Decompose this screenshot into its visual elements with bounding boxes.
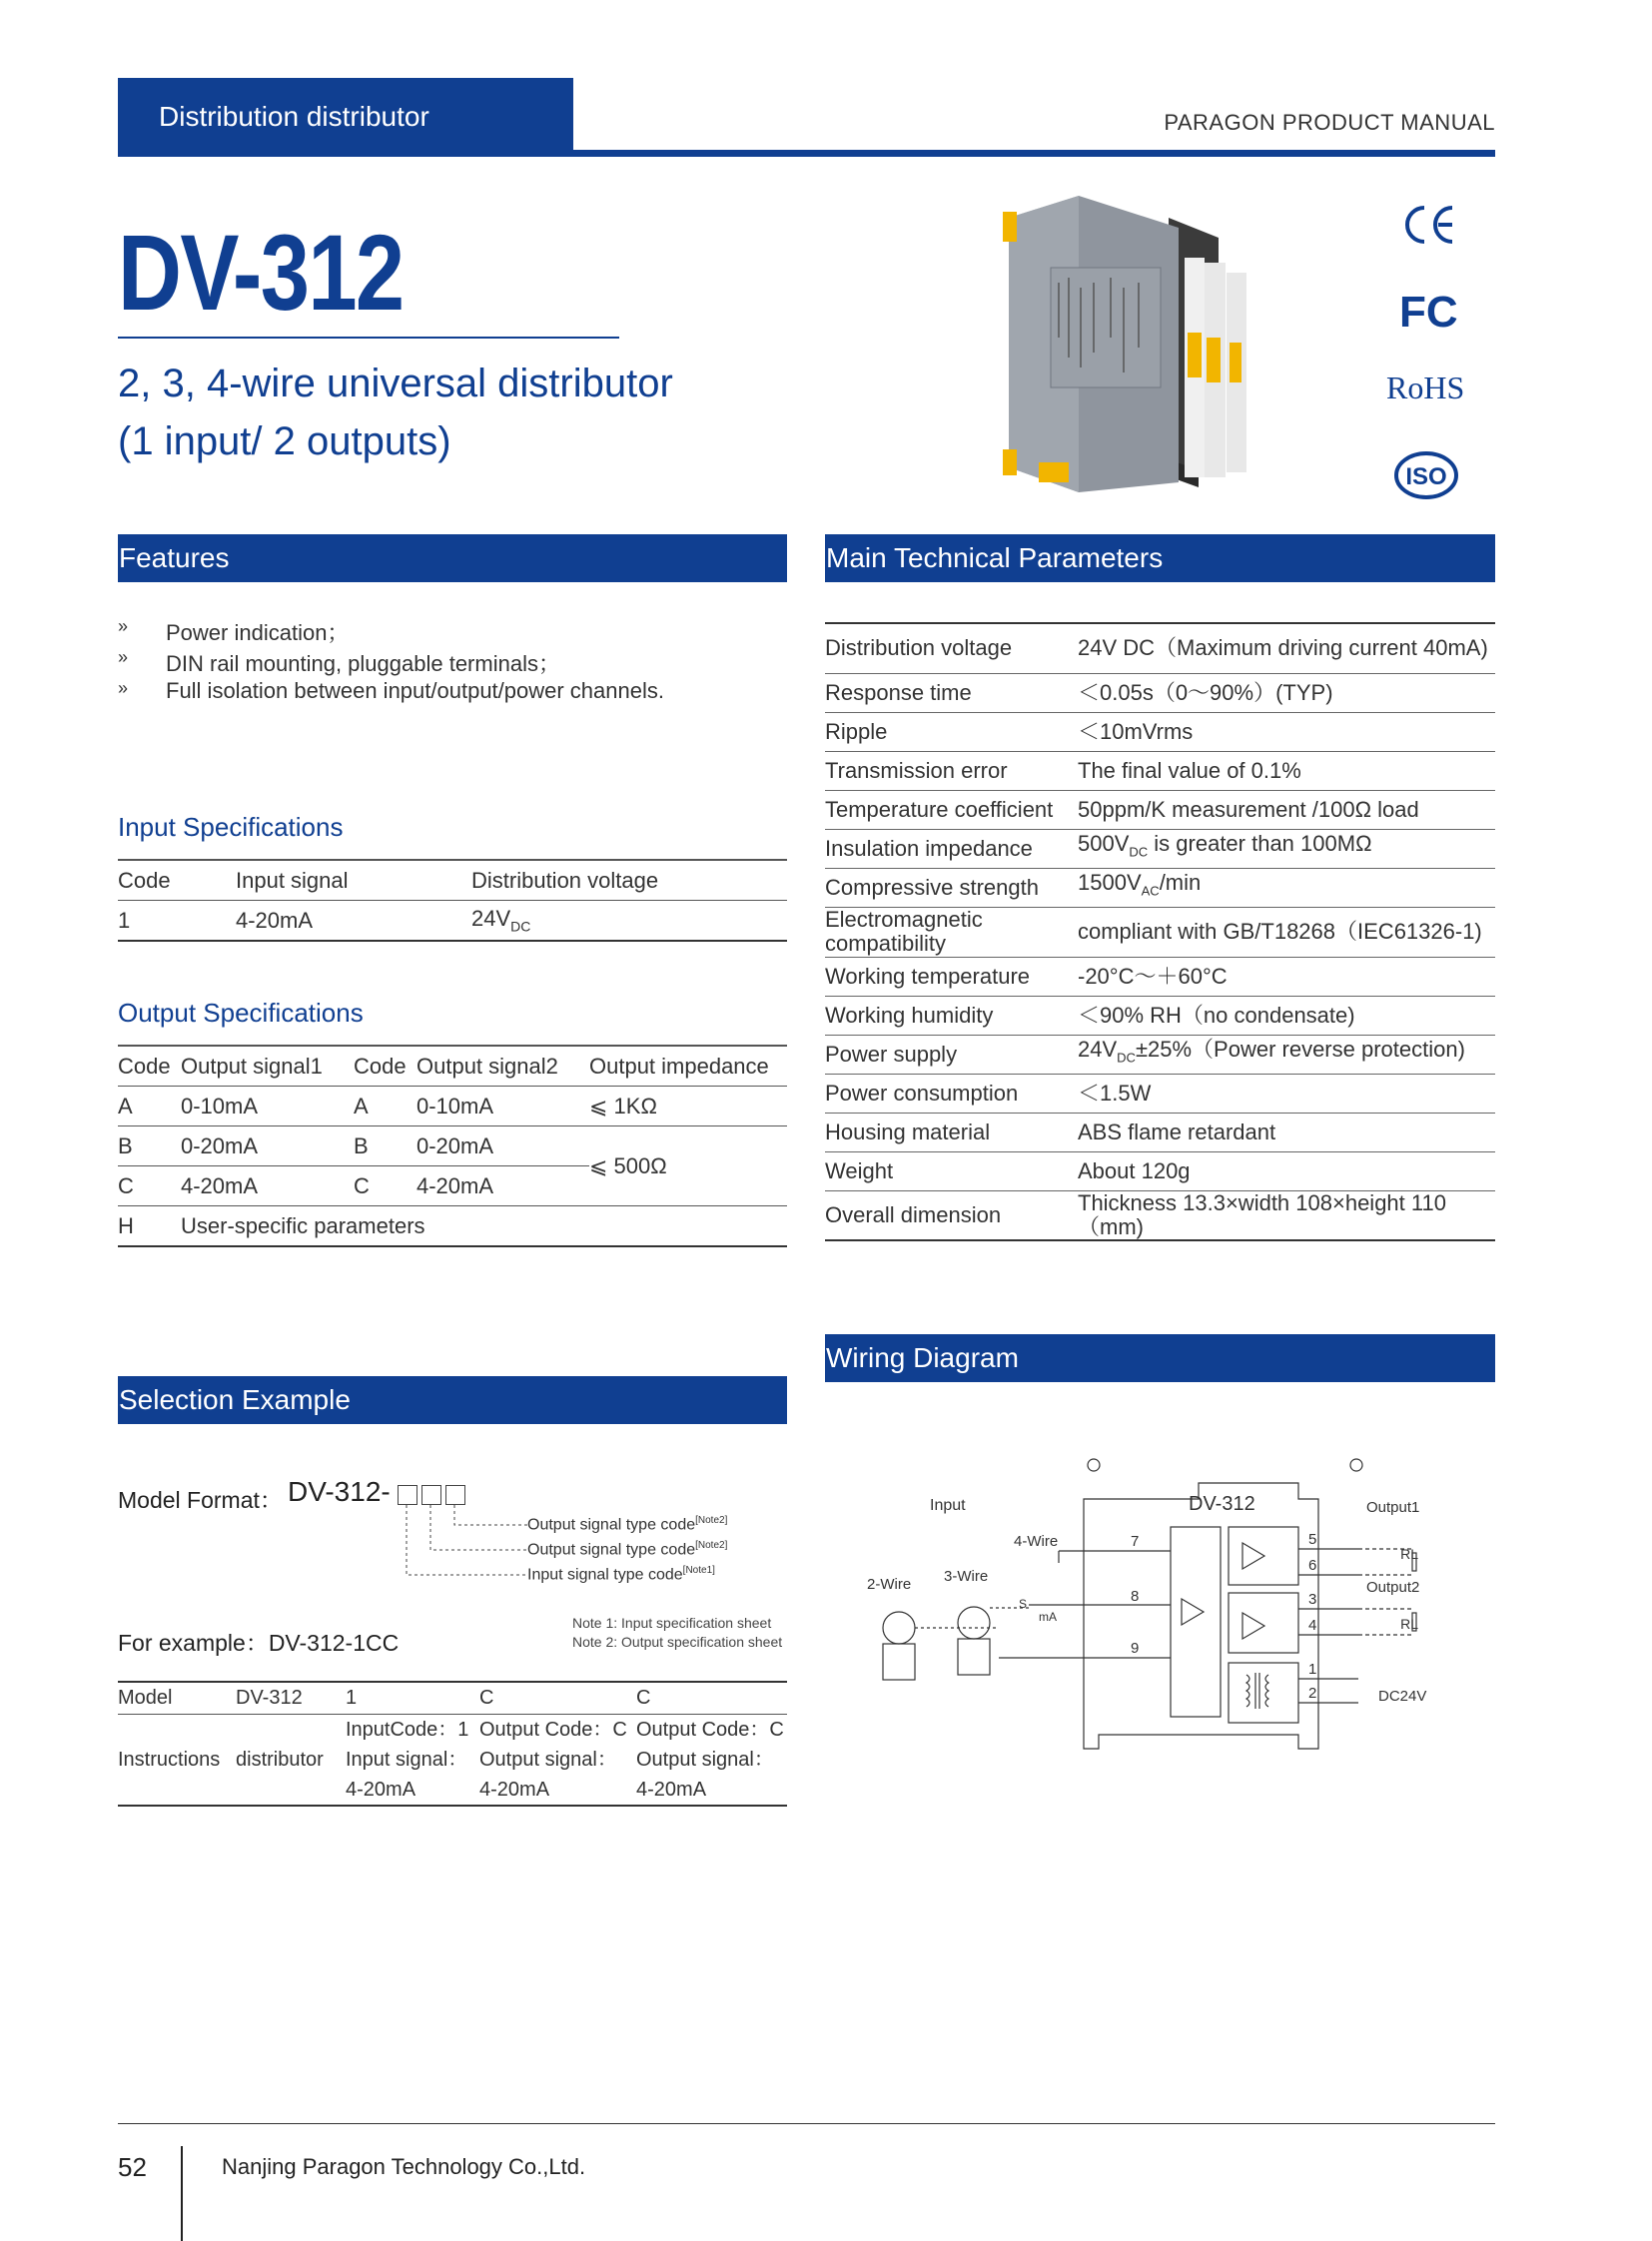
list-item bbox=[118, 678, 664, 709]
param-value bbox=[1078, 829, 1495, 868]
param-value bbox=[1078, 673, 1495, 712]
footer-divider bbox=[181, 2146, 183, 2241]
param-row bbox=[825, 751, 1495, 790]
value-text: 500V bbox=[1078, 831, 1130, 857]
note-sup: [Note2] bbox=[695, 1515, 728, 1526]
header-cell: Code bbox=[354, 1053, 407, 1079]
value-text: ＜0.05s（0～90%）(TYP) bbox=[1078, 679, 1333, 705]
note2: Note 2: Output specification sheet bbox=[572, 1634, 783, 1650]
company-name: Nanjing Paragon Technology Co.,Ltd. bbox=[222, 2154, 586, 2179]
product-image bbox=[999, 188, 1288, 497]
cell: C bbox=[118, 1172, 134, 1198]
output1-label: Output1 bbox=[1366, 1499, 1420, 1516]
selection-header bbox=[118, 1376, 787, 1424]
header-cell: Input signal bbox=[236, 867, 349, 893]
code-box bbox=[421, 1485, 441, 1505]
output2-label: Output2 bbox=[1366, 1579, 1420, 1596]
param-key: Ripple bbox=[825, 718, 888, 744]
category-tab bbox=[118, 78, 573, 156]
cell: DV-312 bbox=[236, 1687, 303, 1709]
param-key: Overall dimension bbox=[825, 1201, 1002, 1227]
param-value bbox=[1078, 712, 1495, 751]
param-value bbox=[1078, 957, 1495, 996]
line: Output signal： bbox=[479, 1748, 617, 1771]
cell: 1 bbox=[118, 907, 131, 933]
wiring-title: Wiring Diagram bbox=[826, 1342, 1019, 1373]
terminal-label: 3 bbox=[1308, 1591, 1317, 1608]
line: 4-20mA bbox=[479, 1778, 550, 1801]
selection-table bbox=[118, 1681, 787, 1807]
three-wire-label: 3-Wire bbox=[944, 1568, 989, 1585]
terminal-label: 9 bbox=[1131, 1640, 1140, 1657]
param-value bbox=[1078, 751, 1495, 790]
cell: B bbox=[118, 1132, 133, 1158]
unit-sub: DC bbox=[1129, 844, 1149, 860]
model-rule bbox=[118, 337, 619, 339]
terminal-label: 5 bbox=[1308, 1531, 1317, 1548]
param-key: Weight bbox=[825, 1157, 894, 1183]
ce-mark-icon bbox=[1400, 200, 1460, 261]
footer-rule bbox=[118, 2123, 1495, 2124]
code-leader-lines bbox=[398, 1505, 527, 1585]
note-text: Input signal type code bbox=[527, 1566, 683, 1584]
cell: 4-20mA bbox=[236, 907, 314, 933]
dc24v-label: DC24V bbox=[1378, 1688, 1427, 1705]
param-key: Transmission error bbox=[825, 757, 1008, 783]
value-text: ABS flame retardant bbox=[1078, 1119, 1276, 1144]
cell: A bbox=[118, 1093, 133, 1119]
value-text: The final value of 0.1% bbox=[1078, 757, 1301, 783]
cell: 4-20mA bbox=[181, 1172, 259, 1198]
bullet: » bbox=[118, 678, 129, 698]
cell: C bbox=[354, 1172, 370, 1198]
cell: ⩽ 500Ω bbox=[589, 1126, 787, 1206]
selection-title: Selection Example bbox=[119, 1384, 351, 1415]
module-stack bbox=[1003, 196, 1246, 492]
product-subtitle bbox=[118, 355, 673, 470]
note-text: Output signal type code bbox=[527, 1541, 696, 1559]
value-text: is greater than 100MΩ bbox=[1148, 831, 1372, 857]
value-text: 24V bbox=[1078, 1037, 1118, 1063]
unit-sub: AC bbox=[1141, 883, 1160, 899]
input-spec-table bbox=[118, 859, 787, 942]
cell bbox=[471, 901, 787, 942]
param-row bbox=[825, 1190, 1495, 1240]
line: InputCode：1 bbox=[346, 1718, 469, 1741]
manual-title: PARAGON PRODUCT MANUAL bbox=[1164, 110, 1495, 135]
param-row bbox=[825, 996, 1495, 1035]
cell: 0-10mA bbox=[181, 1093, 259, 1119]
cell: 0-20mA bbox=[181, 1132, 259, 1158]
subtitle-line2: (1 input/ 2 outputs) bbox=[118, 419, 451, 463]
param-value bbox=[1078, 868, 1495, 907]
features-list bbox=[118, 616, 664, 709]
param-value bbox=[1078, 1035, 1495, 1074]
note-text: Output signal type code bbox=[527, 1516, 696, 1534]
cell: 0-10mA bbox=[416, 1093, 494, 1119]
model-format-label: Model Format： bbox=[118, 1487, 283, 1513]
value-text: 50ppm/K measurement /100Ω load bbox=[1078, 796, 1419, 822]
param-value bbox=[1078, 1190, 1495, 1240]
bullet: » bbox=[118, 647, 129, 667]
features-header bbox=[118, 534, 787, 582]
cell: ⩽ 1KΩ bbox=[589, 1093, 657, 1119]
header-cell: Code bbox=[118, 1053, 171, 1079]
table-row bbox=[118, 1206, 787, 1247]
param-row bbox=[825, 790, 1495, 829]
param-key: Working temperature bbox=[825, 963, 1031, 989]
line: 4-20mA bbox=[346, 1778, 416, 1801]
param-value bbox=[1078, 907, 1495, 957]
cell: C bbox=[636, 1687, 651, 1709]
example-label: For example：DV-312-1CC bbox=[118, 1630, 400, 1656]
line: Output Code：C bbox=[636, 1718, 784, 1741]
line: Output signal： bbox=[636, 1748, 774, 1771]
value-text: /min bbox=[1159, 870, 1202, 896]
wiring-header bbox=[825, 1334, 1495, 1382]
cell bbox=[636, 1714, 787, 1806]
s-label: S bbox=[1019, 1597, 1028, 1611]
cell: Model bbox=[118, 1687, 173, 1709]
param-value bbox=[1078, 1113, 1495, 1151]
list-item bbox=[118, 616, 664, 647]
note1: Note 1: Input specification sheet bbox=[572, 1615, 772, 1631]
output-spec-table bbox=[118, 1045, 787, 1247]
value-text: compliant with GB/T18268（IEC61326-1) bbox=[1078, 919, 1482, 944]
terminal-label: 1 bbox=[1308, 1661, 1317, 1678]
value-text: 1500V bbox=[1078, 870, 1142, 896]
cell: distributor bbox=[236, 1748, 324, 1771]
table-header-row bbox=[118, 860, 787, 901]
table-row bbox=[118, 1714, 787, 1806]
code-box bbox=[445, 1485, 465, 1505]
value-text: -20°C～＋60°C bbox=[1078, 963, 1228, 989]
code-box bbox=[398, 1485, 417, 1505]
feature-text: Power indication； bbox=[166, 620, 350, 645]
param-row bbox=[825, 829, 1495, 868]
module-label: DV-312 bbox=[1189, 1493, 1255, 1515]
note-sup: [Note2] bbox=[695, 1540, 728, 1551]
line: 4-20mA bbox=[636, 1778, 707, 1801]
param-row bbox=[825, 1151, 1495, 1190]
param-key: Power supply bbox=[825, 1041, 958, 1067]
param-row bbox=[825, 623, 1495, 673]
param-key: Working humidity bbox=[825, 1002, 994, 1028]
two-wire-label: 2-Wire bbox=[867, 1576, 912, 1593]
iso-mark-icon bbox=[1392, 449, 1460, 506]
value-text: Thickness 13.3×width 108×height 110（mm) bbox=[1078, 1189, 1446, 1239]
header-rule bbox=[118, 150, 1495, 157]
features-title: Features bbox=[119, 542, 230, 573]
param-value bbox=[1078, 996, 1495, 1035]
header-cell: Distribution voltage bbox=[471, 867, 659, 893]
cell bbox=[346, 1714, 479, 1806]
four-wire-label: 4-Wire bbox=[1014, 1533, 1059, 1550]
cell: B bbox=[354, 1132, 369, 1158]
header-cell: Output impedance bbox=[589, 1053, 769, 1079]
unit-sub: DC bbox=[1117, 1050, 1136, 1066]
rl1-label: RL bbox=[1400, 1546, 1418, 1562]
line: Output Code：C bbox=[479, 1718, 627, 1741]
code-note bbox=[527, 1565, 715, 1584]
value-text: 24V DC（Maximum driving current 40mA) bbox=[1078, 635, 1488, 661]
terminal-label: 2 bbox=[1308, 1685, 1317, 1702]
cell: A bbox=[354, 1093, 369, 1119]
param-key: Response time bbox=[825, 679, 972, 705]
terminal-label: 7 bbox=[1131, 1533, 1140, 1550]
output-spec-title: Output Specifications bbox=[118, 998, 364, 1028]
value: 24V bbox=[471, 906, 511, 932]
cell: User-specific parameters bbox=[181, 1212, 425, 1238]
param-key: Temperature coefficient bbox=[825, 796, 1054, 822]
params-title: Main Technical Parameters bbox=[826, 542, 1164, 573]
unit-sub: DC bbox=[510, 918, 531, 935]
param-value bbox=[1078, 1074, 1495, 1113]
terminal-label: 8 bbox=[1131, 1588, 1140, 1605]
line: Input signal： bbox=[346, 1748, 468, 1771]
param-row bbox=[825, 907, 1495, 957]
param-value bbox=[1078, 623, 1495, 673]
params-table bbox=[825, 622, 1495, 1241]
param-row bbox=[825, 868, 1495, 907]
table-row bbox=[118, 1682, 787, 1714]
param-value bbox=[1078, 1151, 1495, 1190]
cell bbox=[479, 1714, 636, 1806]
list-item bbox=[118, 647, 664, 678]
subtitle-line1: 2, 3, 4-wire universal distributor bbox=[118, 362, 673, 405]
header-cell: Output signal1 bbox=[181, 1053, 323, 1079]
params-header bbox=[825, 534, 1495, 582]
terminal-label: 6 bbox=[1308, 1557, 1317, 1574]
page-number: 52 bbox=[118, 2152, 147, 2182]
bullet: » bbox=[118, 616, 129, 636]
fc-mark-icon: FC bbox=[1399, 288, 1458, 337]
code-note bbox=[527, 1540, 727, 1559]
cell: H bbox=[118, 1212, 134, 1238]
input-spec-title: Input Specifications bbox=[118, 812, 344, 842]
feature-text: DIN rail mounting, pluggable terminals； bbox=[166, 651, 560, 676]
param-row bbox=[825, 712, 1495, 751]
table-row bbox=[118, 1087, 787, 1126]
cell: C bbox=[479, 1687, 494, 1709]
header-cell: Code bbox=[118, 867, 171, 893]
code-note bbox=[527, 1515, 727, 1534]
rohs-mark: RoHS bbox=[1386, 370, 1465, 405]
category-label: Distribution distributor bbox=[159, 101, 429, 132]
param-row bbox=[825, 1074, 1495, 1113]
param-key: Compressive strength bbox=[825, 874, 1039, 900]
model-title: DV-312 bbox=[118, 212, 404, 333]
value-text: ±25%（Power reverse protection) bbox=[1135, 1037, 1465, 1063]
cell: Instructions bbox=[118, 1748, 221, 1771]
param-key: Electromagnetic compatibility bbox=[825, 907, 983, 956]
cell: 1 bbox=[346, 1687, 358, 1709]
ma-label: mA bbox=[1039, 1610, 1057, 1624]
value-text: About 120g bbox=[1078, 1157, 1191, 1183]
param-row bbox=[825, 1113, 1495, 1151]
param-row bbox=[825, 957, 1495, 996]
param-value bbox=[1078, 790, 1495, 829]
param-row bbox=[825, 673, 1495, 712]
param-key: Distribution voltage bbox=[825, 635, 1013, 661]
svg-text:ISO: ISO bbox=[1405, 463, 1447, 490]
param-key: Housing material bbox=[825, 1119, 991, 1144]
feature-text: Full isolation between input/output/power channels. bbox=[166, 678, 664, 703]
param-key: Insulation impedance bbox=[825, 835, 1033, 861]
model-format-value: DV-312- bbox=[288, 1476, 391, 1507]
param-row bbox=[825, 1035, 1495, 1074]
table-header-row bbox=[118, 1046, 787, 1087]
header-cell: Output signal2 bbox=[416, 1053, 558, 1079]
cell: 4-20mA bbox=[416, 1172, 494, 1198]
value-text: ＜1.5W bbox=[1078, 1080, 1152, 1106]
rl2-label: RL bbox=[1400, 1616, 1418, 1632]
param-key: Power consumption bbox=[825, 1080, 1019, 1106]
wiring-diagram bbox=[859, 1453, 1427, 1763]
input-label: Input bbox=[930, 1497, 966, 1514]
cell: 0-20mA bbox=[416, 1126, 589, 1166]
value-text: ＜10mVrms bbox=[1078, 718, 1194, 744]
terminal-label: 4 bbox=[1308, 1617, 1317, 1634]
note-sup: [Note1] bbox=[682, 1565, 715, 1576]
table-row bbox=[118, 901, 787, 942]
value-text: ＜90% RH（no condensate) bbox=[1078, 1002, 1355, 1028]
table-row bbox=[118, 1126, 787, 1166]
